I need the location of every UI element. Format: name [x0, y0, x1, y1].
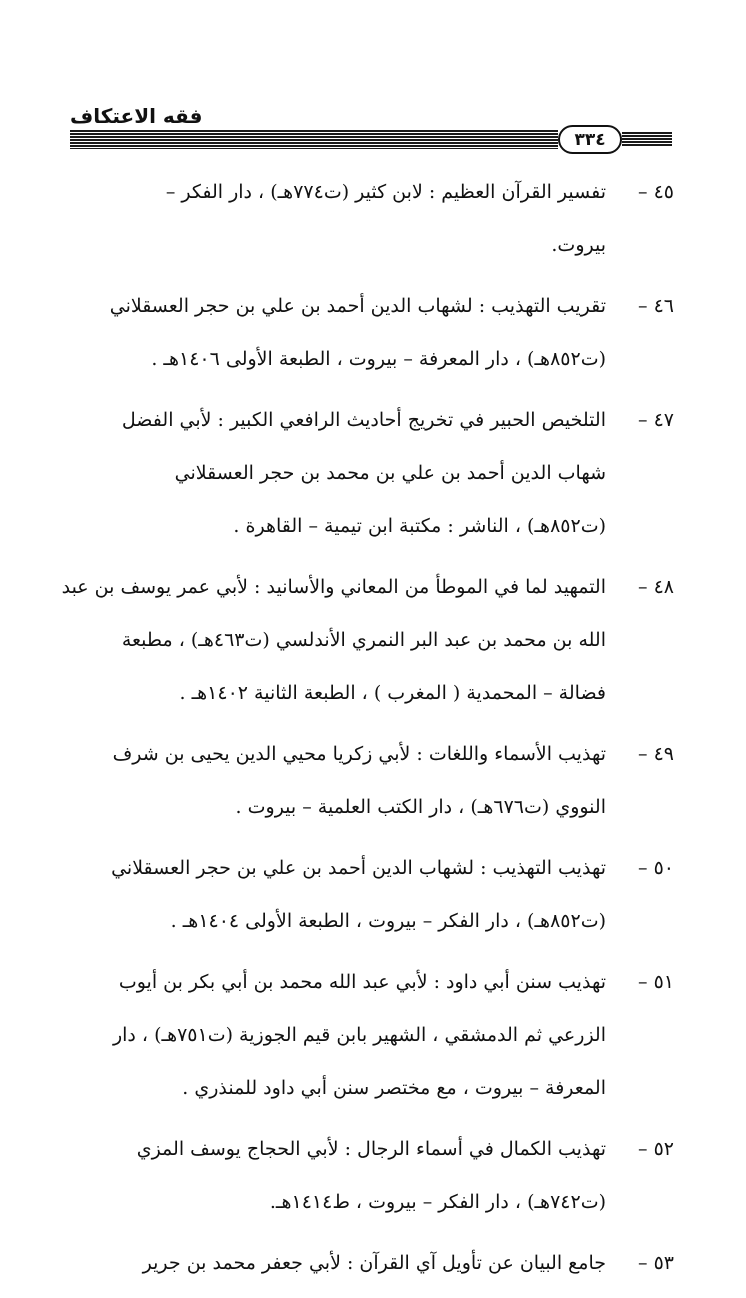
- entry-number: ٤٩ –: [638, 743, 674, 765]
- bibliography-entry: [70, 728, 674, 834]
- entry-line: جامع البيان عن تأويل آي القرآن : لأبي جعفر محمد بن جرير: [142, 1252, 606, 1274]
- entry-line: تهذيب الأسماء واللغات : لأبي زكريا محيي الدين يحيى بن شرف: [112, 743, 606, 765]
- entry-line: النووي (ت٦٧٦هـ) ، دار الكتب العلمية – بيروت .: [235, 796, 606, 818]
- entry-line: بيروت.: [551, 234, 606, 256]
- entry-line: شهاب الدين أحمد بن علي بن محمد بن حجر العسقلاني: [174, 462, 606, 484]
- entry-line: فضالة – المحمدية ( المغرب ) ، الطبعة الثانية ١٤٠٢هـ .: [179, 682, 606, 704]
- bibliography-entry: [70, 1123, 674, 1229]
- entry-text: [61, 561, 606, 720]
- entry-number: ٥١ –: [638, 971, 674, 993]
- entry-line: تهذيب التهذيب : لشهاب الدين أحمد بن علي بن حجر العسقلاني: [111, 857, 606, 879]
- bibliography-entry: [70, 280, 674, 386]
- entry-line: تهذيب سنن أبي داود : لأبي عبد الله محمد بن أبي بكر بن أيوب: [118, 971, 606, 993]
- entry-line: الله بن محمد بن عبد البر النمري الأندلسي (ت٤٦٣هـ) ، مطبعة: [121, 629, 606, 651]
- bibliography-entry: [70, 1237, 674, 1290]
- entry-text: [70, 166, 606, 272]
- entry-line: (ت٨٥٢هـ) ، الناشر : مكتبة ابن تيمية – القاهرة .: [233, 515, 606, 537]
- entry-text: [70, 842, 606, 948]
- bibliography-list: [61, 166, 674, 1298]
- entry-line: (ت٨٥٢هـ) ، دار الفكر – بيروت ، الطبعة الأولى ١٤٠٤هـ .: [170, 910, 606, 932]
- entry-number: ٤٨ –: [638, 576, 674, 598]
- entry-line: التلخيص الحبير في تخريج أحاديث الرافعي الكبير : لأبي الفضل: [121, 409, 606, 431]
- bibliography-entry: [70, 956, 674, 1115]
- running-title: فقه الاعتكاف: [70, 104, 203, 128]
- entry-line: الزرعي ثم الدمشقي ، الشهير بابن قيم الجوزية (ت٧٥١هـ) ، دار: [112, 1024, 606, 1046]
- entry-line: المعرفة – بيروت ، مع مختصر سنن أبي داود للمنذري .: [182, 1077, 606, 1099]
- entry-number: ٥٢ –: [638, 1138, 674, 1160]
- entry-number: ٥٠ –: [638, 857, 674, 879]
- page-number: ٣٣٤: [558, 125, 622, 154]
- entry-line: (ت٧٤٢هـ) ، دار الفكر – بيروت ، ط١٤١٤هـ.: [269, 1191, 606, 1213]
- entry-number: ٤٦ –: [638, 295, 674, 317]
- header-rule: [70, 130, 558, 149]
- entry-text: [70, 280, 606, 386]
- entry-line: تهذيب الكمال في أسماء الرجال : لأبي الحجاج يوسف المزي: [136, 1138, 606, 1160]
- bibliography-entry: [70, 842, 674, 948]
- entry-text: [70, 1237, 606, 1290]
- entry-number: ٤٥ –: [638, 181, 674, 203]
- entry-line: تقريب التهذيب : لشهاب الدين أحمد بن علي بن حجر العسقلاني: [109, 295, 606, 317]
- header-rule-tail: [622, 132, 672, 147]
- entry-text: [70, 1123, 606, 1229]
- bibliography-entry: [70, 166, 674, 272]
- entry-line: تفسير القرآن العظيم : لابن كثير (ت٧٧٤هـ) ، دار الفكر –: [165, 181, 606, 203]
- bibliography-entry: [70, 394, 674, 553]
- entry-line: (ت٨٥٢هـ) ، دار المعرفة – بيروت ، الطبعة الأولى ١٤٠٦هـ .: [151, 348, 606, 370]
- entry-text: [70, 394, 606, 553]
- entry-line: التمهيد لما في الموطأ من المعاني والأسانيد : لأبي عمر يوسف بن عبد: [61, 576, 606, 598]
- entry-text: [70, 728, 606, 834]
- entry-text: [70, 956, 606, 1115]
- entry-number: ٤٧ –: [638, 409, 674, 431]
- bibliography-entry: [61, 561, 674, 720]
- entry-number: ٥٣ –: [638, 1252, 674, 1274]
